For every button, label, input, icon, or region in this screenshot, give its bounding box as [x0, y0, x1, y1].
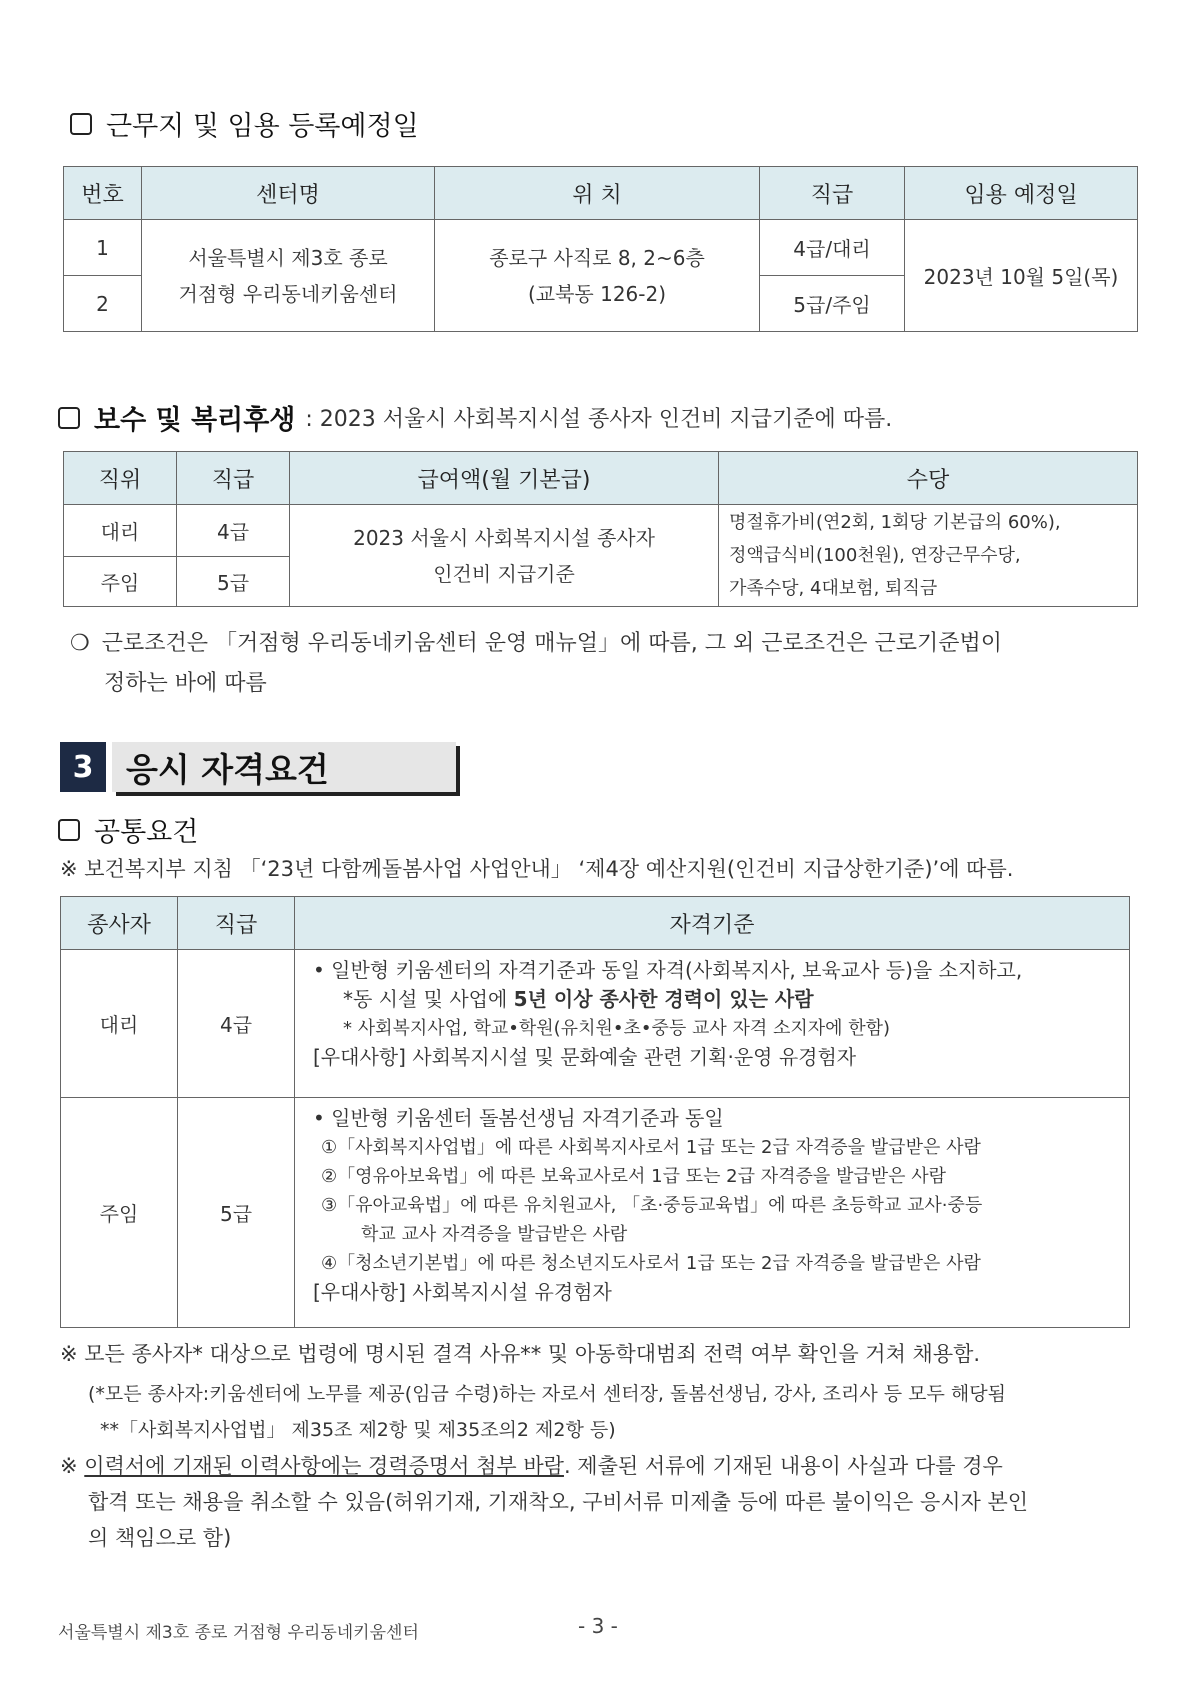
note-line: ※ 이력서에 기재된 이력사항에는 경력증명서 첨부 바람. 제출된 서류에 기재된 내용이 사실과 다를 경우 [60, 1454, 1003, 1478]
criteria-line: * 사회복지사업, 학교•학원(유치원•초•중등 교사 자격 소지자에 한함) [343, 1018, 891, 1039]
pay-note-line1: 근로조건은 「거점형 우리동네키움센터 운영 매뉴얼」에 따름, 그 외 근로조건은 근로기준법이 [101, 631, 1002, 656]
header-location: 위 치 [435, 167, 760, 220]
bottom-notes [60, 1336, 1140, 1556]
pay-section-subtitle: : 2023 서울시 사회복지시설 종사자 인건비 지급기준에 따름. [305, 407, 893, 432]
position-cell: 대리 [61, 950, 178, 1098]
note-line: 의 책임으로 함) [88, 1526, 232, 1550]
criteria-line: • 일반형 키움센터의 자격기준과 동일 자격(사회복지사, 보육교사 등)을 소지하고, [313, 958, 1023, 982]
preference-line: [우대사항] 사회복지시설 및 문화예술 관련 기획·운영 유경험자 [313, 1045, 857, 1069]
center-name-cell [142, 220, 435, 332]
salary-line1: 2023 서울시 사회복지시설 종사자 [353, 525, 655, 550]
section3-title: 응시 자격요건 [112, 742, 456, 792]
criteria-line: ①「사회복지사업법」에 따른 사회복지사로서 1급 또는 2급 자격증을 발급받은 사람 [321, 1137, 981, 1158]
position-cell: 주임 [61, 1098, 178, 1328]
qualification-table [60, 896, 1130, 1328]
salary-cell [290, 505, 719, 607]
row-number: 1 [64, 220, 142, 276]
footer-org: 서울특별시 제3호 종로 거점형 우리동네키움센터 [58, 1623, 419, 1643]
note-line: (*모든 종사자:키움센터에 노무를 제공(임금 수령)하는 자로서 센터장, 돌봄선생님, 강사, 조리사 등 모두 해당됨 [88, 1383, 1006, 1405]
header-worker: 종사자 [61, 897, 178, 950]
pay-note [70, 624, 1002, 704]
location-line2: (교북동 126-2) [527, 281, 667, 306]
allowance-line3: 가족수당, 4대보험, 퇴직금 [729, 578, 938, 599]
workplace-table [63, 166, 1138, 332]
note-line: 합격 또는 채용을 취소할 수 있음(허위기재, 기재착오, 구비서류 미제출 등에 따른 불이익은 응시자 본인 [88, 1490, 1029, 1514]
note-line: ※ 모든 종사자* 대상으로 법령에 명시된 결격 사유** 및 아동학대범죄 전력 여부 확인을 거쳐 채용함. [60, 1342, 981, 1366]
workplace-section-title: 근무지 및 임용 등록예정일 [106, 111, 419, 142]
grade-cell: 5급 [178, 1098, 295, 1328]
header-salary: 급여액(월 기본급) [290, 452, 719, 505]
header-number: 번호 [64, 167, 142, 220]
section-number-badge: 3 [60, 742, 106, 792]
header-grade: 직급 [178, 897, 295, 950]
criteria-cell-manager [295, 1098, 1130, 1328]
header-grade: 직급 [760, 167, 905, 220]
header-date: 임용 예정일 [905, 167, 1138, 220]
grade-cell: 4급 [177, 505, 290, 557]
pay-section-title: 보수 및 복리후생 [94, 405, 296, 436]
criteria-line: ②「영유아보육법」에 따른 보육교사로서 1급 또는 2급 자격증을 발급받은 사람 [321, 1166, 947, 1187]
center-line2: 거점형 우리동네키움센터 [178, 281, 398, 306]
section3-header [60, 742, 456, 792]
grade-cell: 5급 [177, 557, 290, 607]
checkbox-icon [70, 113, 92, 135]
note-line: **「사회복지사업법」 제35조 제2항 및 제35조의2 제2항 등) [100, 1419, 616, 1441]
pay-table [63, 451, 1138, 607]
header-allowance: 수당 [719, 452, 1138, 505]
header-grade: 직급 [177, 452, 290, 505]
date-cell: 2023년 10월 5일(목) [905, 220, 1138, 332]
allowance-line2: 정액급식비(100천원), 연장근무수당, [729, 545, 1021, 566]
criteria-line: ④「청소년기본법」에 따른 청소년지도사로서 1급 또는 2급 자격증을 발급받은 사람 [321, 1253, 981, 1274]
pay-note-line2: 정하는 바에 따름 [104, 671, 267, 696]
checkbox-icon [58, 819, 80, 841]
page-number: - 3 - [578, 1614, 618, 1638]
salary-line2: 인건비 지급기준 [433, 561, 575, 586]
guideline-note: ※ 보건복지부 지침 「‘23년 다함께돌봄사업 사업안내」 ‘제4장 예산지원(인건비 지급상한기준)’에 따름. [60, 857, 1014, 881]
checkbox-icon [58, 407, 80, 429]
common-requirements-heading [58, 810, 198, 849]
criteria-line: 학교 교사 자격증을 발급받은 사람 [361, 1224, 628, 1245]
header-center: 센터명 [142, 167, 435, 220]
header-criteria: 자격기준 [295, 897, 1130, 950]
criteria-cell-assistant-manager [295, 950, 1130, 1098]
grade-cell: 4급 [178, 950, 295, 1098]
allowance-cell [719, 505, 1138, 607]
row-number: 2 [64, 276, 142, 332]
header-position: 직위 [64, 452, 177, 505]
allowance-line1: 명절휴가비(연2회, 1회당 기본급의 60%), [729, 512, 1061, 533]
circle-bullet-icon: ❍ [70, 631, 90, 656]
location-line1: 종로구 사직로 8, 2~6층 [489, 245, 705, 270]
grade-cell: 5급/주임 [760, 276, 905, 332]
grade-cell: 4급/대리 [760, 220, 905, 276]
criteria-line: ③「유아교육법」에 따른 유치원교사, 「초·중등교육법」에 따른 초등학교 교사·중등 [321, 1195, 983, 1216]
workplace-section-heading [70, 104, 419, 143]
criteria-line: • 일반형 키움센터 돌봄선생님 자격기준과 동일 [313, 1106, 724, 1130]
common-requirements-title: 공통요건 [94, 817, 199, 848]
preference-line: [우대사항] 사회복지시설 유경험자 [313, 1280, 612, 1304]
position-cell: 주임 [64, 557, 177, 607]
position-cell: 대리 [64, 505, 177, 557]
criteria-line: *동 시설 및 사업에 5년 이상 종사한 경력이 있는 사람 [343, 987, 814, 1011]
location-cell [435, 220, 760, 332]
center-line1: 서울특별시 제3호 종로 [188, 245, 388, 270]
pay-section-heading [58, 398, 892, 437]
